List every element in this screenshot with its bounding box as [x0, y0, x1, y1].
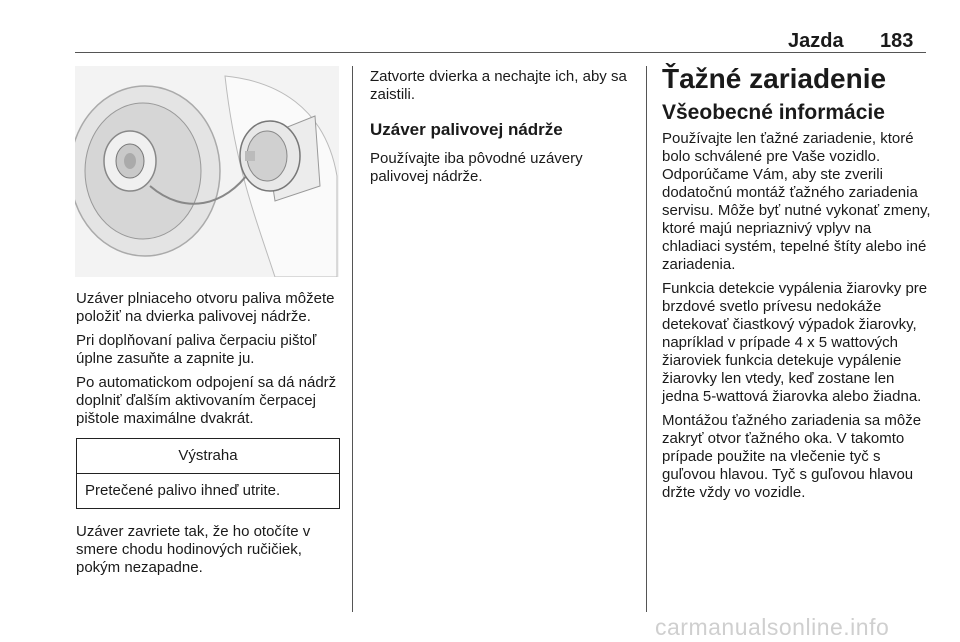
paragraph: Funkcia detekcie vypálenia žiarovky pre brzdové svetlo prívesu nedokáže detekovať čiastkový výpadok žiarovky, napríklad v prípade 4 x 5 wattových žiaroviek funkcia detekuje vypálenie žiarovky len vtedy, keď zostane len jedna 5-wattová žiarovka alebo žiadna.	[662, 280, 928, 405]
fuel-filler-image	[75, 66, 339, 277]
column-divider-2	[646, 66, 647, 612]
column-middle	[370, 68, 645, 192]
column-left	[76, 290, 346, 583]
warning-box	[76, 438, 340, 509]
header-rule	[75, 52, 926, 53]
paragraph: Uzáver zavriete tak, že ho otočíte v smere chodu hodinových ručičiek, pokým nezapadne.	[76, 523, 311, 576]
paragraph: Používajte len ťažné zariadenie, ktoré bolo schválené pre Vaše vozidlo. Odporúčame Vám, aby ste zverili dodatočnú montáž ťažného zariadenia servisu. Môže byť nutné vykonať zmeny, ktoré majú nepriaznivý vplyv na chladiaci systém, tepelné štíty alebo iné zariadenia.	[662, 130, 931, 273]
paragraph: Používajte iba pôvodné uzávery palivovej nádrže.	[370, 150, 583, 185]
paragraph: Montážou ťažného zariadenia sa môže zakryť otvor ťažného oka. V takomto prípade použite na vlečenie tyč s guľovou hlavou. Tyč s guľovou hlavou držte vždy vo vozidle.	[662, 412, 922, 501]
column-right	[662, 62, 932, 508]
column-divider-1	[352, 66, 353, 612]
chapter-heading: Ťažné zariadenie	[662, 63, 887, 94]
section-heading: Všeobecné informácie	[662, 101, 885, 124]
fuel-cap-illustration	[75, 66, 339, 277]
warning-title: Výstraha	[77, 439, 339, 474]
page-header-title: Jazda	[788, 30, 844, 52]
paragraph: Zatvorte dvierka a nechajte ich, aby sa zaistili.	[370, 68, 627, 103]
paragraph: Po automatickom odpojení sa dá nádrž doplniť ďalším aktivovaním čerpacej pištole maximálne dvakrát.	[76, 374, 337, 427]
paragraph: Uzáver plniaceho otvoru paliva môžete položiť na dvierka palivovej nádrže.	[76, 290, 335, 325]
paragraph: Pri doplňovaní paliva čerpaciu pištoľ úplne zasuňte a zapnite ju.	[76, 332, 317, 367]
watermark: carmanualsonline.info	[655, 614, 890, 640]
subheading: Uzáver palivovej nádrže	[370, 120, 563, 139]
page-number: 183	[880, 30, 914, 52]
warning-body: Pretečené palivo ihneď utrite.	[85, 482, 281, 499]
